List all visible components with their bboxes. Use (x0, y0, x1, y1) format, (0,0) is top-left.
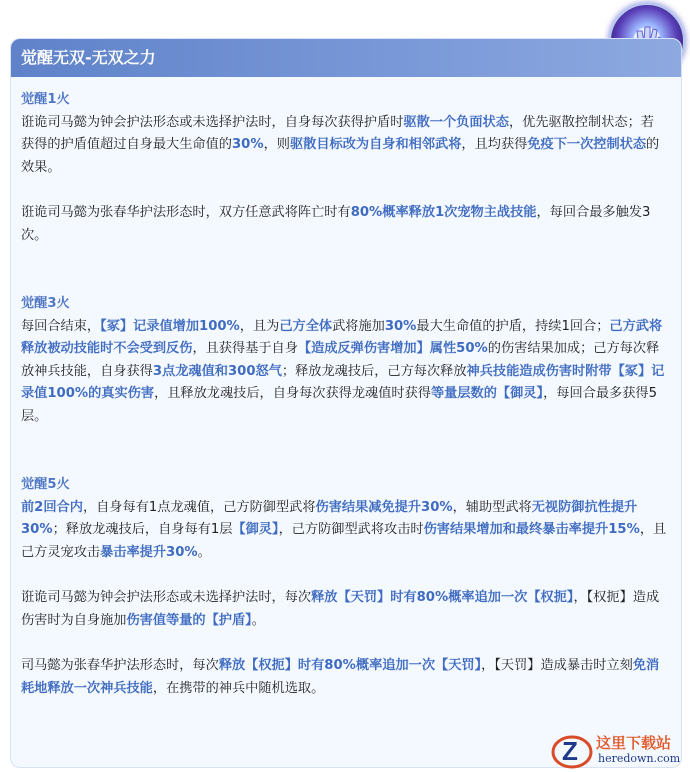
highlight-text: 释放【天罚】时有80%概率追加一次【权扼】 (311, 590, 574, 605)
body-text: ，自身每有1点龙魂值，己方防御型武将 (82, 499, 316, 515)
section-paragraph (21, 112, 667, 180)
body-text: ，且释放龙魂技后，自身每次获得龙魂值时获得 (154, 386, 431, 401)
section-paragraph (21, 202, 667, 247)
highlight-text: 【造成反弹伤害增加】属性50% (297, 341, 488, 356)
body-text: 每回合结束， (21, 318, 101, 334)
svg-text:Z: Z (562, 736, 578, 766)
highlight-text: 伤害值等量的【护盾】 (126, 612, 252, 628)
body-text: 。 (251, 612, 265, 628)
highlight-text: 无视防御抗性提升30% (21, 499, 638, 537)
section-title: 觉醒1火 (21, 92, 70, 107)
section-title: 觉醒5火 (21, 477, 70, 492)
body-text: 诳诡司马懿为张春华护法形态时，双方任意武将阵亡时有 (21, 205, 351, 220)
body-text: 司马懿为张春华护法形态时，每次 (21, 658, 219, 673)
highlight-text: 【御灵】 (232, 522, 279, 537)
section-title: 觉醒3火 (21, 296, 70, 311)
site-logo-icon (550, 728, 594, 770)
highlight-text: 驱散目标改为自身和相邻武将 (289, 137, 462, 152)
body-text: ；释放龙魂技后，自身每有1层 (52, 522, 233, 537)
section-paragraph (21, 655, 667, 700)
body-text: ，优先驱散控制状态；若获得的护盾值超过自身最大生命值的 (21, 114, 654, 152)
section-paragraph (21, 316, 667, 429)
body-text: ，己方防御型武将攻击时 (278, 522, 424, 537)
body-text: ，辅助型武将 (452, 499, 532, 515)
body-text: ；释放龙魂技后，己方每次释放 (281, 363, 467, 379)
highlight-text: 前2回合内 (21, 499, 83, 515)
site-watermark (550, 728, 686, 770)
awakening-card (10, 38, 682, 768)
highlight-text: 驱散一个负面状态 (403, 114, 509, 130)
highlight-text: 免疫下一次控制状态 (527, 137, 647, 152)
body-text: 武将施加 (332, 318, 385, 334)
body-text: ，且己方灵宠攻击 (21, 522, 667, 560)
site-url: heredown.com (598, 752, 681, 765)
body-text: 诳诡司马懿为钟会护法形态或未选择护法时，每次 (21, 590, 312, 605)
body-text: 的效果。 (21, 137, 660, 175)
highlight-text: 30% (384, 318, 417, 334)
highlight-text: 30% (232, 137, 264, 152)
site-name: 这里下载站 (596, 734, 672, 752)
body-text: ，每回合最多触发3次。 (21, 205, 651, 243)
body-text: ，则 (263, 137, 290, 152)
section-paragraph (21, 497, 667, 565)
body-text: ，每回合最多获得5层。 (21, 386, 657, 424)
section-paragraph (21, 587, 667, 632)
highlight-text: 释放【权扼】时有80%概率追加一次【天罚】 (218, 658, 482, 673)
body-text: ，且为 (239, 318, 280, 334)
highlight-text: 免消耗地释放一次神兵技能 (21, 658, 660, 696)
body-text: ，【天罚】造成暴击时立刻 (481, 658, 633, 673)
highlight-text: 3点龙魂值和300怒气 (152, 363, 282, 379)
highlight-text: 等量层数的【御灵】 (431, 386, 544, 401)
highlight-text: 己方武将释放被动技能时不会受到反伤 (21, 318, 663, 356)
body-text: 。 (197, 544, 211, 560)
card-title: 觉醒无双-无双之力 (11, 39, 681, 77)
body-text: ，在携带的神兵中随机选取。 (152, 680, 325, 696)
card-body (11, 77, 681, 700)
body-text: ，且获得基于自身 (192, 341, 298, 356)
highlight-text: 伤害结果增加和最终暴击率提升15% (423, 522, 640, 537)
highlight-text: 暴击率提升30% (100, 544, 198, 560)
highlight-text: 神兵技能造成伤害时附带【冢】记录值100%的真实伤害 (21, 363, 665, 401)
highlight-text: 己方全体 (279, 318, 333, 334)
highlight-text: 【冢】记录值增加100% (100, 318, 240, 334)
body-text: 诳诡司马懿为钟会护法形态或未选择护法时，自身每次获得护盾时 (21, 114, 404, 130)
body-text: ，【权扼】造成伤害时为自身施加 (21, 590, 660, 628)
body-text: 的伤害结果加成；己方每次释放神兵技能，自身获得 (21, 341, 660, 379)
highlight-text: 伤害结果减免提升30% (315, 499, 453, 515)
highlight-text: 80%概率释放1次宠物主战技能 (350, 205, 537, 220)
body-text: 最大生命值的护盾，持续1回合； (416, 318, 610, 334)
body-text: ，且均获得 (461, 137, 528, 152)
